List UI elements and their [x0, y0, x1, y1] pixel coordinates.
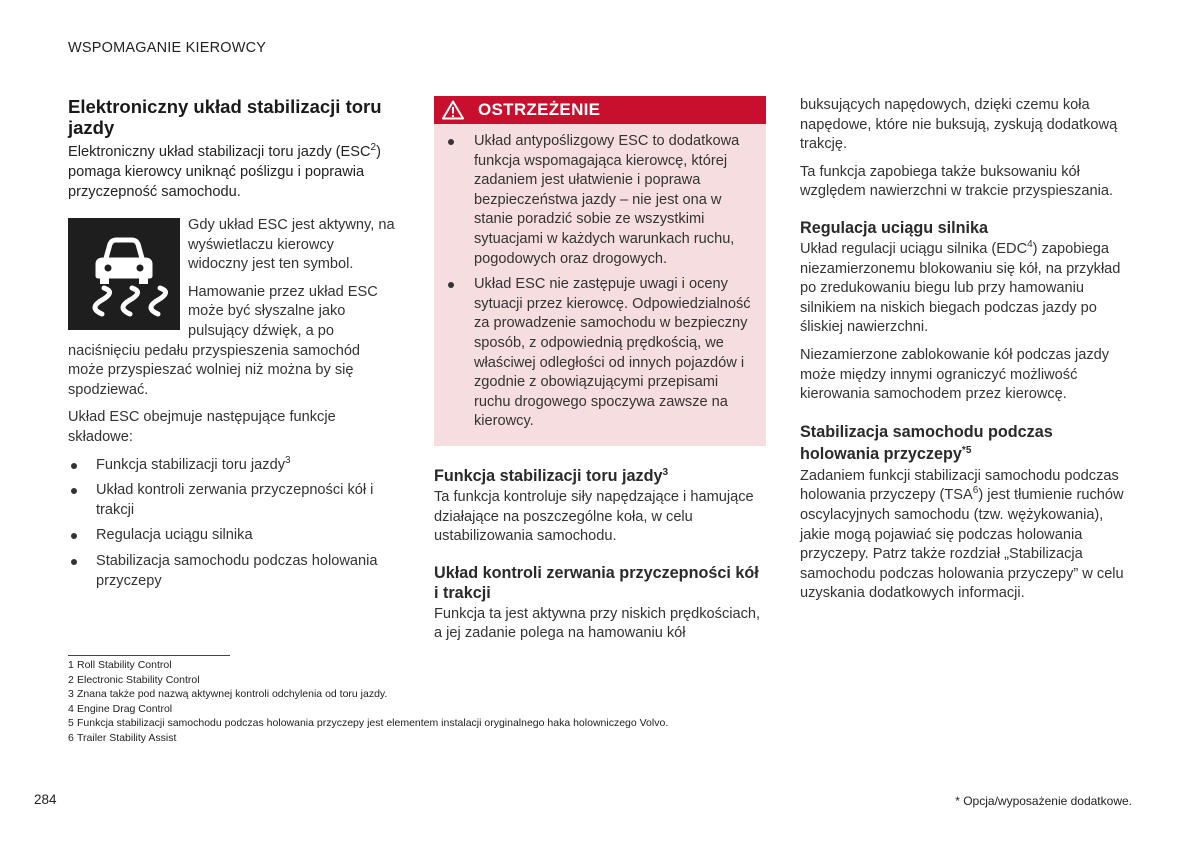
footnote: 3 Znana także pod nazwą aktywnej kontroli odchylenia od toru jazdy. — [68, 688, 388, 700]
paragraph: Zadaniem funkcji stabilizacji samochodu podczas holowania przyczepy (TSA$^6$) jest tłumienie ruchów oscylacyjnych samochodu (tzw. wężykowania), jakie mogą pojawiać się podczas holowania przyczepy. Patrz także rozdział „Stabilizacja samochodu podczas holowania przyczepy” w celu uzyskania dodatkowych informacji. — [800, 467, 1124, 602]
section-title: Regulacja uciągu silnika — [800, 218, 989, 237]
section-header: WSPOMAGANIE KIEROWCY — [68, 40, 267, 56]
components-intro: Układ ESC obejmuje następujące funkcje składowe: — [68, 409, 336, 445]
footnotes — [68, 655, 768, 745]
footnote: 2 Electronic Stability Control — [68, 673, 200, 686]
warning-title: OSTRZEŻENIE — [478, 100, 601, 120]
paragraph: Niezamierzone zablokowanie kół podczas jazdy może między innymi ograniczyć możliwość kierowania samochodem przez kierowcę. — [800, 346, 1110, 403]
footnote: 6 Trailer Stability Assist — [68, 731, 177, 744]
footnote-ref: 2 — [370, 142, 377, 153]
list-item: Układ ESC nie zastępuje uwagi i oceny sytuacji przez kierowcę. Odpowiedzialność za prowadzenie samochodu w bezpieczny sposób, z odpowiednią prędkością, we właściwej odległości od innych pojazdów i zgodnie z obowiązującymi przepisami ruchu drogowego spoczywa zawsze na kierowcy. — [448, 275, 752, 432]
warning-header — [434, 96, 766, 124]
list-item: Regulacja uciągu silnika — [68, 526, 396, 546]
option-note: * Opcja/wyposażenie dodatkowe. — [955, 794, 1132, 808]
components-list — [68, 456, 396, 592]
section-title: Stabilizacja samochodu podczas holowania przyczepy$^{*5}$ — [800, 422, 1053, 463]
list-item: Stabilizacja samochodu podczas holowania przyczepy — [68, 552, 396, 591]
esc-symbol-block — [68, 216, 396, 400]
section-text: Funkcja ta jest aktywna przy niskich prędkościach, a jej zadanie polega na hamowaniu kół — [434, 605, 761, 642]
braking-note: Hamowanie przez układ ESC może być słyszalne jako pulsujący dźwięk, a po naciśnięciu pedału przyspieszenia samochód może przyspieszać wolniej niż można by się spodziewać. — [68, 283, 378, 398]
warning-box — [434, 96, 766, 446]
warning-triangle-icon — [442, 100, 464, 120]
main-title: Elektroniczny układ stabilizacji toru jazdy — [68, 96, 382, 138]
page-number: 284 — [34, 792, 57, 807]
column-right — [800, 96, 1132, 612]
paragraph: Ta funkcja zapobiega także buksowaniu kół względem nawierzchni w trakcie przyspieszania. — [800, 163, 1114, 200]
intro-paragraph — [68, 142, 396, 202]
column-left — [68, 96, 396, 597]
icon-description: Gdy układ ESC jest aktywny, na wyświetlaczu kierowcy widoczny jest ten symbol. — [188, 217, 395, 273]
intro-text-1: Elektroniczny układ stabilizacji toru jazdy (ESC — [68, 144, 371, 160]
section-title: Układ kontroli zerwania przyczepności kół i trakcji — [434, 563, 759, 602]
column-middle — [434, 96, 766, 652]
footnote-divider — [68, 655, 230, 656]
esc-skid-icon — [68, 218, 180, 330]
section-text: Ta funkcja kontroluje siły napędzające i hamujące działające na poszczególne koła, w celu ustabilizowania samochodu. — [434, 488, 754, 545]
list-item: Układ kontroli zerwania przyczepności kół i trakcji — [68, 481, 396, 520]
footnote: 4 Engine Drag Control — [68, 702, 173, 715]
intro-text-2: ) pomaga kierowcy uniknąć poślizgu i poprawia przyczepność samochodu. — [68, 144, 381, 200]
list-item: Układ antypoślizgowy ESC to dodatkowa funkcja wspomagająca kierowcę, której zadaniem jest ułatwienie i poprawa bezpieczeństwa jazdy – nie jest ona w stanie poradzić sobie ze wszystkimi sytuacjami w każdych warunkach ruchu, pogodowych oraz drogowych. — [448, 132, 752, 269]
section-title: Funkcja stabilizacji toru jazdy$^3$ — [434, 466, 669, 485]
footnote: 5 Funkcja stabilizacji samochodu podczas holowania przyczepy jest elementem instalacji oryginalnego haka holowniczego Volvo. — [68, 717, 669, 729]
warning-list — [434, 124, 766, 432]
paragraph: Układ regulacji uciągu silnika (EDC$^4$) zapobiega niezamierzonemu blokowaniu się kół, na przykład po zredukowaniu biegu lub przy hamowaniu silnikiem na niskich biegach podczas jazdy po śliskiej nawierzchni. — [800, 238, 1121, 336]
footnote: 1 Roll Stability Control — [68, 659, 172, 671]
paragraph: buksujących napędowych, dzięki czemu koła napędowe, które nie buksują, zyskują dodatkową trakcję. — [800, 97, 1118, 153]
list-item: Funkcja stabilizacji toru jazdy$^3$ — [68, 456, 396, 476]
